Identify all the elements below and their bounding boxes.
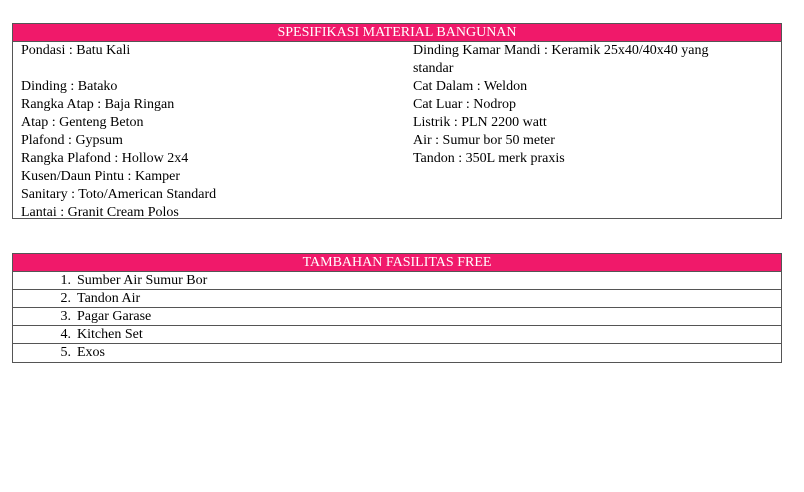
spec-item: Dinding Kamar Mandi : Keramik 25x40/40x40 yang bbox=[412, 43, 709, 58]
facility-number: 3. bbox=[60, 309, 71, 324]
spec-title: SPESIFIKASI MATERIAL BANGUNAN bbox=[277, 25, 517, 40]
facilities-list bbox=[13, 272, 781, 362]
facilities-header bbox=[13, 254, 781, 272]
facility-row bbox=[13, 290, 781, 308]
facility-text: Tandon Air bbox=[77, 291, 141, 306]
facilities-table bbox=[12, 253, 782, 363]
facility-number: 1. bbox=[60, 273, 71, 288]
spec-item: Listrik : PLN 2200 watt bbox=[412, 115, 547, 130]
facility-text: Pagar Garase bbox=[77, 309, 152, 324]
spec-item: Air : Sumur bor 50 meter bbox=[412, 133, 555, 148]
spec-item: Rangka Plafond : Hollow 2x4 bbox=[21, 151, 189, 166]
spec-right-column bbox=[405, 42, 781, 219]
facility-number: 2. bbox=[60, 291, 71, 306]
spec-item: Rangka Atap : Baja Ringan bbox=[21, 97, 175, 112]
facility-text: Kitchen Set bbox=[77, 327, 143, 342]
spec-item: Plafond : Gypsum bbox=[21, 133, 123, 148]
spec-item: Pondasi : Batu Kali bbox=[21, 43, 131, 58]
spec-item: Dinding : Batako bbox=[21, 79, 118, 94]
spec-item: Cat Luar : Nodrop bbox=[412, 97, 517, 112]
spec-item: Cat Dalam : Weldon bbox=[412, 79, 528, 94]
facilities-title: TAMBAHAN FASILITAS FREE bbox=[302, 255, 492, 270]
spec-body bbox=[13, 42, 781, 219]
facility-row bbox=[13, 272, 781, 290]
spec-header bbox=[13, 24, 781, 42]
spec-item: Lantai : Granit Cream Polos bbox=[21, 205, 179, 220]
spec-left-column bbox=[13, 42, 405, 219]
spec-item: Kusen/Daun Pintu : Kamper bbox=[21, 169, 181, 184]
facility-number: 4. bbox=[60, 327, 71, 342]
spec-item: Atap : Genteng Beton bbox=[21, 115, 144, 130]
facility-text: Sumber Air Sumur Bor bbox=[77, 273, 208, 288]
spec-item bbox=[21, 60, 405, 78]
spec-item: Sanitary : Toto/American Standard bbox=[21, 187, 217, 202]
spec-item: Tandon : 350L merk praxis bbox=[412, 151, 565, 166]
facility-row bbox=[13, 326, 781, 344]
spec-item: standar bbox=[412, 61, 454, 76]
facility-row bbox=[13, 308, 781, 326]
facility-text: Exos bbox=[77, 345, 105, 360]
facility-row bbox=[13, 344, 781, 362]
facility-number: 5. bbox=[60, 345, 71, 360]
spec-table bbox=[12, 23, 782, 219]
